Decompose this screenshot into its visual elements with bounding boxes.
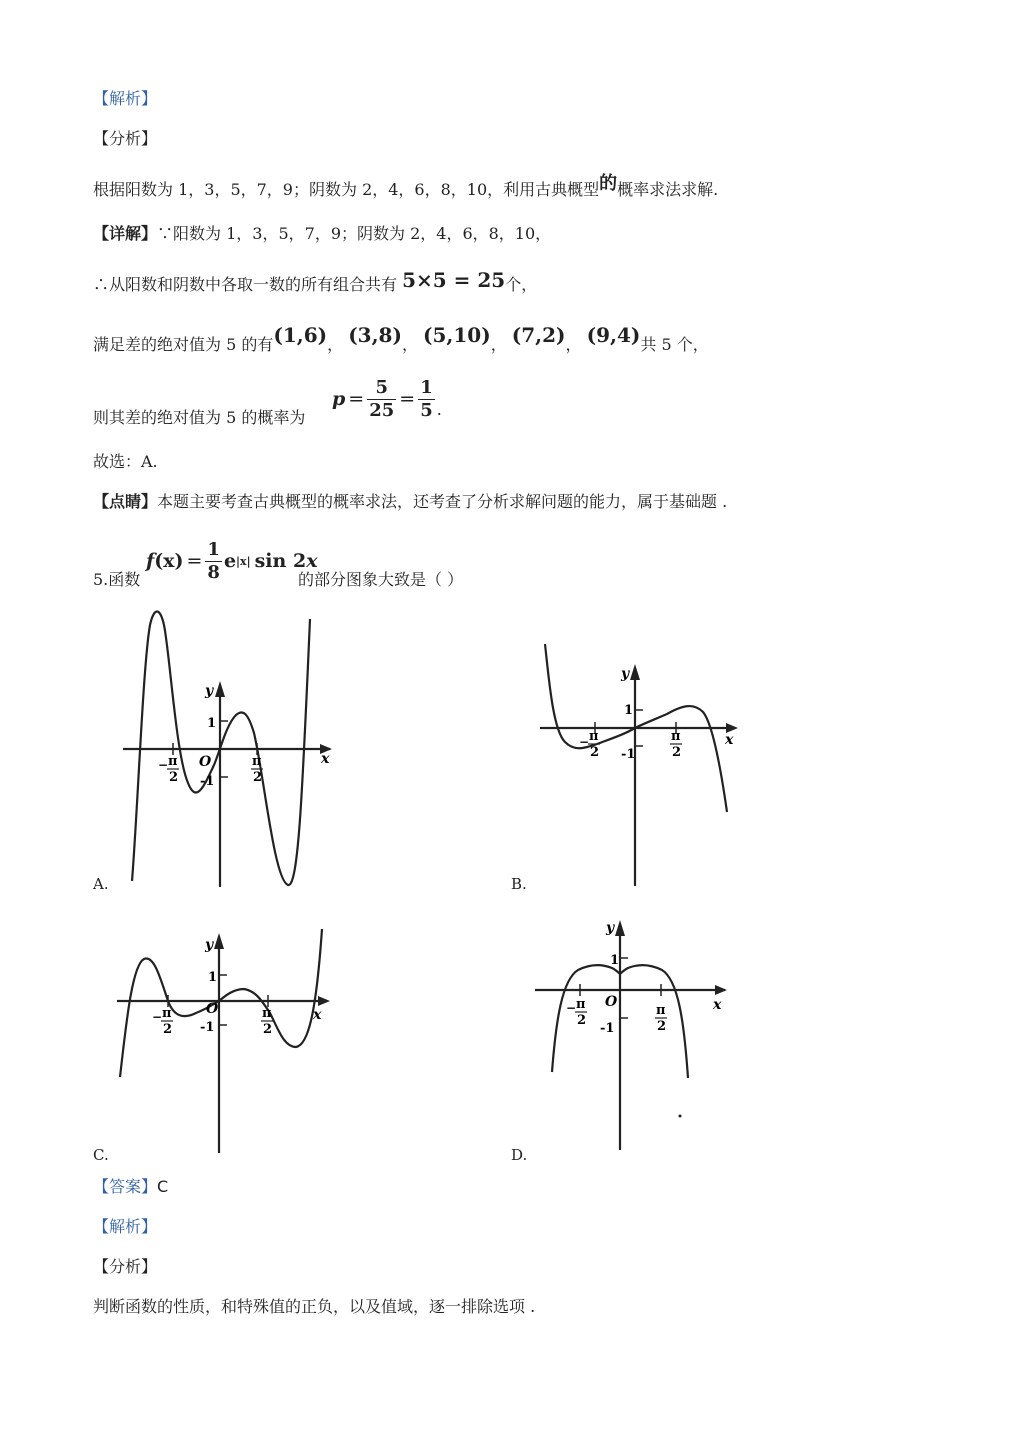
pair-sep: ， xyxy=(401,335,418,354)
label-neg-one: -1 xyxy=(600,1021,615,1036)
func-eq: = xyxy=(186,550,203,572)
question-5-number: 5.函数 xyxy=(93,570,141,589)
fenxi-text-a: 根据阳数为 1，3，5，7，9；阴数为 2，4，6，8，10，利用古典概型 xyxy=(93,180,600,199)
graph-option-a xyxy=(118,605,338,890)
probability-formula xyxy=(332,372,442,426)
prob-p: p xyxy=(332,388,346,410)
label-neg-one: -1 xyxy=(200,774,215,789)
option-c-label[interactable]: C. xyxy=(93,1146,109,1164)
probability-text-a: 则其差的绝对值为 5 的概率为 xyxy=(93,408,306,427)
xiangjie-line xyxy=(93,224,551,244)
axis-x-arrow xyxy=(318,996,330,1006)
pair-sep: ， xyxy=(490,335,507,354)
func-x2: x xyxy=(306,550,318,572)
prob-end: . xyxy=(436,399,442,419)
label-pi-neg: π xyxy=(168,754,178,769)
label-minus: − xyxy=(579,735,590,749)
label-x: x xyxy=(725,732,734,748)
pair-1: (1,6) xyxy=(273,323,328,347)
axis-y-arrow xyxy=(214,933,224,949)
label-neg-one: -1 xyxy=(621,747,636,762)
label-pi-pos: π xyxy=(262,1006,272,1021)
label-minus: − xyxy=(158,758,169,772)
label-minus: − xyxy=(566,1001,577,1015)
prob-frac-2 xyxy=(418,377,435,422)
label-y: y xyxy=(606,920,615,936)
label-two-neg: 2 xyxy=(169,770,179,785)
label-pi-pos: π xyxy=(671,729,681,744)
label-one: 1 xyxy=(610,953,620,968)
prob-frac-1 xyxy=(367,377,396,422)
graph-option-d xyxy=(530,910,735,1155)
label-pi-pos: π xyxy=(252,754,262,769)
jiexi-label: 【解析】 xyxy=(93,89,158,108)
combination-text-b: 个， xyxy=(505,275,538,294)
answer-text: 判断函数的性质，和特殊值的正负，以及值域，逐一排除选项 . xyxy=(93,1297,536,1316)
label-two-neg: 2 xyxy=(163,1022,173,1037)
dianjing-label: 【点睛】 xyxy=(93,492,158,511)
func-sin: sin 2 xyxy=(254,550,307,572)
label-x: x xyxy=(321,751,330,767)
label-two-neg: 2 xyxy=(577,1013,587,1028)
answer-jiexi-label: 【解析】 xyxy=(93,1217,158,1236)
label-origin: O xyxy=(199,754,212,770)
prob-eq: = xyxy=(348,388,365,410)
func-x: (x) xyxy=(154,550,184,572)
xiangjie-text: ∵阳数为 1，3，5，7，9；阴数为 2，4，6，8，10， xyxy=(157,224,552,243)
question-5-function xyxy=(146,536,318,586)
label-y: y xyxy=(205,683,214,699)
label-pi-pos: π xyxy=(656,1003,666,1018)
func-f: f xyxy=(146,550,155,572)
label-origin: O xyxy=(605,994,618,1010)
answer-label: 【答案】 xyxy=(93,1177,158,1196)
combination-math: 5×5 = 25 xyxy=(402,268,506,292)
label-pi-neg: π xyxy=(576,997,586,1012)
pair-sep: ， xyxy=(327,335,344,354)
graph-option-b xyxy=(535,640,745,890)
label-one: 1 xyxy=(208,970,218,985)
func-den: 8 xyxy=(207,561,220,583)
option-d-label[interactable]: D. xyxy=(511,1146,528,1164)
answer-line xyxy=(93,1177,168,1197)
graph-option-c xyxy=(112,925,337,1157)
combination-line xyxy=(93,268,538,295)
prob-den-2: 5 xyxy=(420,399,433,421)
axis-y-arrow xyxy=(630,664,640,680)
pair-3: (5,10) xyxy=(423,323,491,347)
label-y: y xyxy=(621,666,630,682)
label-two-pos: 2 xyxy=(657,1019,667,1034)
axis-x-arrow xyxy=(715,985,727,995)
fenxi-label: 【分析】 xyxy=(93,129,158,148)
axis-y-arrow xyxy=(615,920,625,936)
label-one: 1 xyxy=(207,716,217,731)
dianjing-text: 本题主要考查古典概型的概率求法，还考查了分析求解问题的能力，属于基础题 . xyxy=(157,492,728,511)
question-5-tail: 的部分图象大致是（ ） xyxy=(298,570,464,589)
pair-2: (3,8) xyxy=(348,323,402,347)
func-frac xyxy=(205,539,222,584)
pairs-text-a: 满足差的绝对值为 5 的有 xyxy=(93,335,274,354)
prob-den-1: 25 xyxy=(369,399,395,421)
prob-num-2: 1 xyxy=(420,376,433,398)
xiangjie-label: 【详解】 xyxy=(93,224,158,243)
label-pi-neg: π xyxy=(162,1006,172,1021)
func-num: 1 xyxy=(207,538,220,560)
fenxi-text-de: 的 xyxy=(599,173,618,194)
axis-y-arrow xyxy=(215,681,225,697)
pair-sep: ， xyxy=(565,335,582,354)
label-two-pos: 2 xyxy=(672,745,682,760)
fenxi-text-b: 概率求法求解. xyxy=(617,180,719,199)
pair-5: (9,4) xyxy=(586,323,641,347)
guxuan-line: 故选：A. xyxy=(93,452,158,471)
fenxi-text xyxy=(93,173,719,200)
func-e: e xyxy=(223,550,237,572)
prob-eq-2: = xyxy=(399,388,416,410)
label-two-neg: 2 xyxy=(590,745,600,760)
label-pi-neg: π xyxy=(589,729,599,744)
pairs-text-b: 共 5 个， xyxy=(640,335,709,354)
label-two-pos: 2 xyxy=(263,1022,273,1037)
func-exp: |x| xyxy=(236,554,251,568)
label-x: x xyxy=(313,1007,322,1023)
option-b-label[interactable]: B. xyxy=(511,875,527,893)
combination-text-a: ∴从阳数和阴数中各取一数的所有组合共有 xyxy=(93,275,403,294)
label-origin: O xyxy=(206,1001,219,1017)
answer-value: C xyxy=(157,1177,169,1196)
label-two-pos: 2 xyxy=(253,770,263,785)
label-y: y xyxy=(205,937,214,953)
label-minus: − xyxy=(152,1010,163,1024)
prob-num-1: 5 xyxy=(367,377,396,400)
curve xyxy=(120,929,322,1077)
answer-fenxi-label: 【分析】 xyxy=(93,1257,158,1276)
option-a-label[interactable]: A. xyxy=(93,875,109,893)
pairs-line xyxy=(93,323,709,355)
pair-4: (7,2) xyxy=(511,323,566,347)
label-x: x xyxy=(713,997,722,1013)
label-one: 1 xyxy=(624,703,634,718)
probability-line xyxy=(93,408,305,428)
dianjing-line xyxy=(93,492,727,512)
label-neg-one: -1 xyxy=(200,1020,215,1035)
